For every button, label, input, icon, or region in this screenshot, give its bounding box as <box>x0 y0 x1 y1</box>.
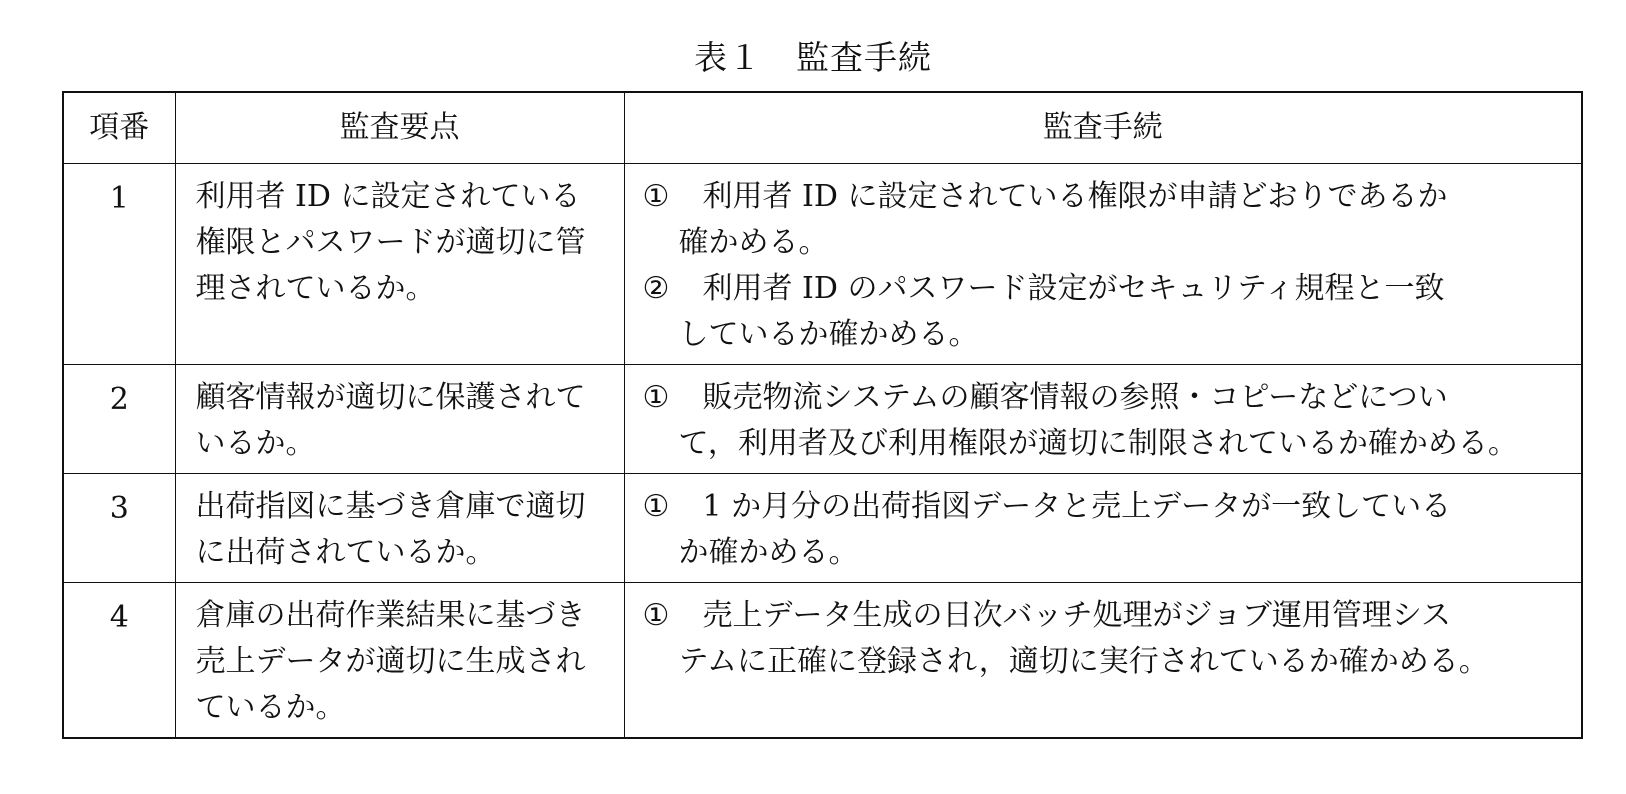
procedure-mark: ① <box>642 598 670 633</box>
procedure-text-continued: テムに正確に登録され，適切に実行されているか確かめる。 <box>678 644 1489 679</box>
audit-point: 利用者 ID に設定されている権限とパスワードが適切に管理されているか。 <box>175 164 624 365</box>
item-number: 4 <box>63 583 175 739</box>
audit-procedure-table <box>62 91 1583 739</box>
table-row <box>63 365 1582 474</box>
item-number: 3 <box>63 474 175 583</box>
table-row <box>63 583 1582 739</box>
procedure-text-continued: て，利用者及び利用権限が適切に制限されているか確かめる。 <box>678 426 1518 461</box>
procedure-text-continued: しているか確かめる。 <box>678 317 979 352</box>
audit-point: 倉庫の出荷作業結果に基づき売上データが適切に生成されているか。 <box>175 583 624 739</box>
audit-point: 出荷指図に基づき倉庫で適切に出荷されているか。 <box>175 474 624 583</box>
procedure-item <box>643 375 1572 467</box>
audit-point: 顧客情報が適切に保護されているか。 <box>175 365 624 474</box>
table-header-row <box>63 92 1582 164</box>
item-number: 2 <box>63 365 175 474</box>
table-row <box>63 474 1582 583</box>
audit-procedure <box>624 474 1582 583</box>
item-number: 1 <box>63 164 175 365</box>
procedure-item <box>643 484 1572 576</box>
procedure-text: 利用者 ID に設定されている権限が申請どおりであるか <box>702 179 1448 214</box>
audit-procedure <box>624 365 1582 474</box>
procedure-mark: ① <box>642 380 670 415</box>
header-item-number: 項番 <box>63 92 175 164</box>
table-row <box>63 164 1582 365</box>
procedure-text: 販売物流システムの顧客情報の参照・コピーなどについ <box>702 380 1448 415</box>
header-audit-point: 監査要点 <box>175 92 624 164</box>
procedure-text-continued: か確かめる。 <box>678 535 859 570</box>
procedure-item <box>643 174 1572 266</box>
procedure-item <box>643 266 1572 358</box>
procedure-item <box>643 593 1572 685</box>
procedure-mark: ① <box>642 489 670 524</box>
header-audit-procedure: 監査手続 <box>624 92 1582 164</box>
table-title: 表１ 監査手続 <box>694 38 932 77</box>
procedure-text: 利用者 ID のパスワード設定がセキュリティ規程と一致 <box>702 271 1445 306</box>
procedure-text: 売上データ生成の日次バッチ処理がジョブ運用管理シス <box>702 598 1451 633</box>
procedure-text: 1 か月分の出荷指図データと売上データが一致している <box>702 489 1452 524</box>
audit-procedure <box>624 164 1582 365</box>
audit-procedure <box>624 583 1582 739</box>
procedure-text-continued: 確かめる。 <box>678 225 829 260</box>
procedure-mark: ① <box>642 179 670 214</box>
procedure-mark: ② <box>642 271 670 306</box>
